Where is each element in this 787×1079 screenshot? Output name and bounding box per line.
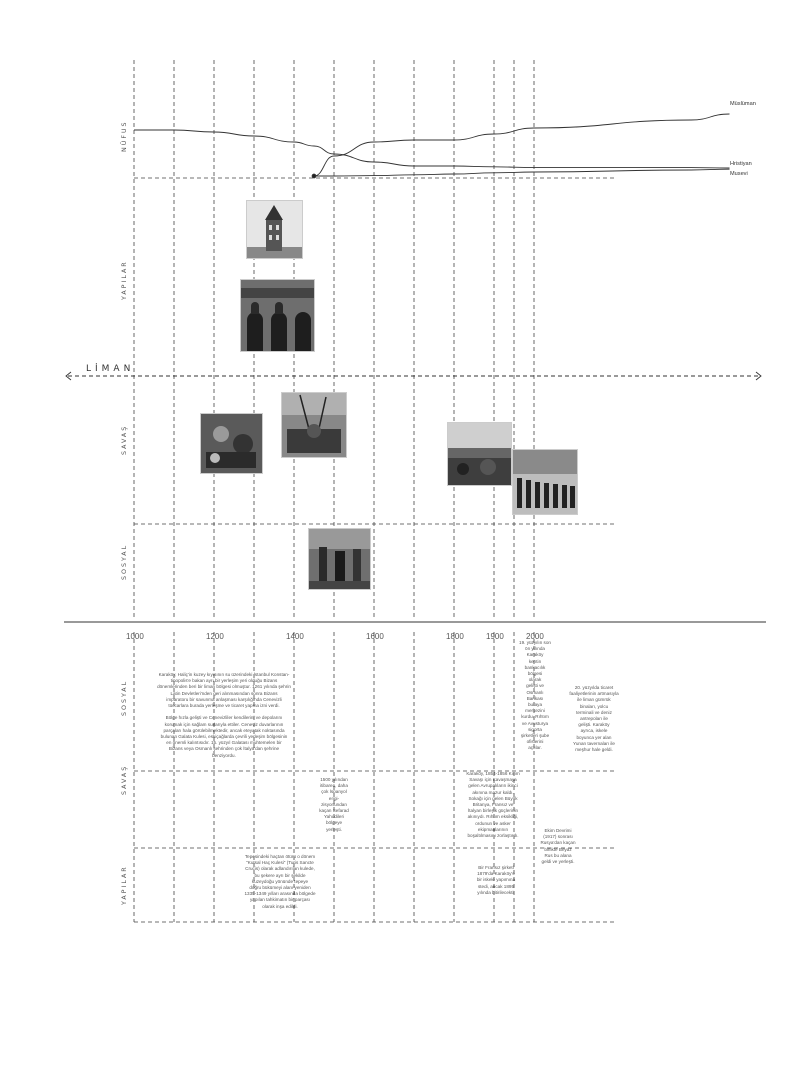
series-line-0	[314, 114, 730, 176]
arch-icon	[241, 280, 314, 351]
battle-painting-1	[200, 413, 263, 474]
tick-label: 1400	[286, 632, 304, 641]
bottom-savas-label: SAVAŞ	[121, 764, 128, 795]
tick-label: 2000	[526, 632, 544, 641]
nufus-label: NÜFUS	[121, 120, 128, 152]
liman-label: LİMAN	[86, 364, 135, 374]
savas-text-1900: Ekim Devrimi (1917) sonrası Rusya'dan kaçan birlikte Beyaz Rus bu alana geldi ve yerleşti.	[540, 828, 576, 865]
social-painting	[308, 528, 371, 590]
tick-label: 1200	[206, 632, 224, 641]
painting-icon	[201, 414, 262, 473]
bottom-sosyal-label: SOSYAL	[121, 679, 128, 716]
painting-icon	[448, 423, 511, 485]
soldiers-photo	[512, 449, 578, 515]
yapilar-text-1800: Bir Fransız şirketi 1879'da Karaköy'e bir iskele yapımına stedi, ancak 1895 yılında bitirilecekti.	[476, 865, 516, 895]
yapilar-label: YAPILAR	[121, 260, 128, 300]
painting-icon	[282, 393, 346, 457]
series-label-christian: Hristiyan	[730, 161, 752, 167]
sosyal-text-2000: 20. yüzyılda ticaret faaliyetlerinin artmasıyla ile liman gümrük binaları, yolcu terminali ve deniz antrepoları ile gelişti. Karaköy ayrıca, iskele boyunca yer alan Yunan tavernaları ile meşhur hale geldi.	[569, 685, 619, 753]
sosyal-label: SOSYAL	[121, 543, 128, 580]
savas-label: SAVAŞ	[121, 424, 128, 455]
sosyal-text-1000: Karaköy, Haliç'in kuzey kıyısının su üzerindeki İstanbul Konstan- tinopolis'e bakan ayrı bir yerleşim yeri olduğu Bizans dönemlerinden beri bir liman bölgesi olmuştur. 1261 yılında şehrin Latin Devletleri'nden geri alınmasından sonra Bizans imparatoru bir savunma anlaşması karşılığında Cenevizli tüccarlara burada yerleşme ve ticaret yapma izni verdi. Bölge hızla gelişti ve Cenevizliler kendilerini ve depolarını korumak için sağlam surlarıyla ettiler. Ceneviz duvarlarının parçaları hala görülebilmektedir, ancak eteyatak noktasında bulunan Galata Kulesi, eskiçağlarda çevrili yerleşim bölgesinin en önemli kalıntısıdır. 15. yüzyıl Galatası muhtemelen bir Bizans veya Osmanlı şehrinden çok İtalya'dan şehrine benziyordu.	[157, 672, 291, 758]
series-label-muslim: Müslüman	[730, 101, 756, 107]
liman-line	[66, 372, 761, 380]
sosyal-text-1900: 19. yüzyılın son ön yılında Karaköy kentin bankacılık bölgesi olarak gelişti ve Osmanlı Bankası buraya merkezini kurdu. Rıhtım ve Avusturya sigorta şirketleri şube ofislerini açtılar.	[519, 640, 551, 751]
tick-label: 1000	[126, 632, 144, 641]
crimean-war-painting	[447, 422, 512, 486]
tick-label: 1600	[366, 632, 384, 641]
soldiers-icon	[513, 450, 577, 514]
savas-text-1500: 1500 yılından itibaren, daha çok İspanyol engi- zisyonundan kaçan Sefarad Yahudileri bölgeye yerleşti.	[319, 777, 349, 832]
tick-label: 1900	[486, 632, 504, 641]
series-start-point	[312, 174, 316, 178]
series-line-2	[314, 169, 730, 176]
savas-text-1800: Karaköy, 1854-1856 Kırım Savaşı için Kavaşmaya gelen Avrupalıların ikinci akınına mazur kaldı. Sokağı için gelen Büyük Britanya, Fransız ve İtalyan birleşik güçlerinin akınıydı. Rıhtım eksikliği, ordunun ve asker ekipmanlarının boşaltılmasını zorlaştırdı.	[466, 771, 520, 839]
aqueduct-photo	[240, 279, 315, 352]
bottom-yapilar-label: YAPILAR	[121, 865, 128, 905]
series-line-1	[134, 130, 730, 168]
series-label-jewish: Musevi	[730, 171, 748, 177]
battle-painting-2	[281, 392, 347, 458]
galata-tower-photo	[246, 200, 303, 259]
painting-icon	[309, 529, 370, 589]
tick-label: 1800	[446, 632, 464, 641]
population-chart	[134, 114, 730, 178]
yapilar-text-1300: Tepesindeki haçtan ötürü o dönem "Kutsal Haç Kulesi" (Turis Sancte Crucis) olarak adlandırılan kulede, bu şekere ayrı bir şekilde kuzeydoğu yönünde tepeye doğru bükümeyi alanı yeniden 1335-1349 yılları arasında bölgede yapılan tahkimatın bir parçası olarak inşa edildi.	[244, 854, 316, 909]
axis-tick-labels	[126, 632, 544, 641]
tower-icon	[247, 201, 302, 258]
